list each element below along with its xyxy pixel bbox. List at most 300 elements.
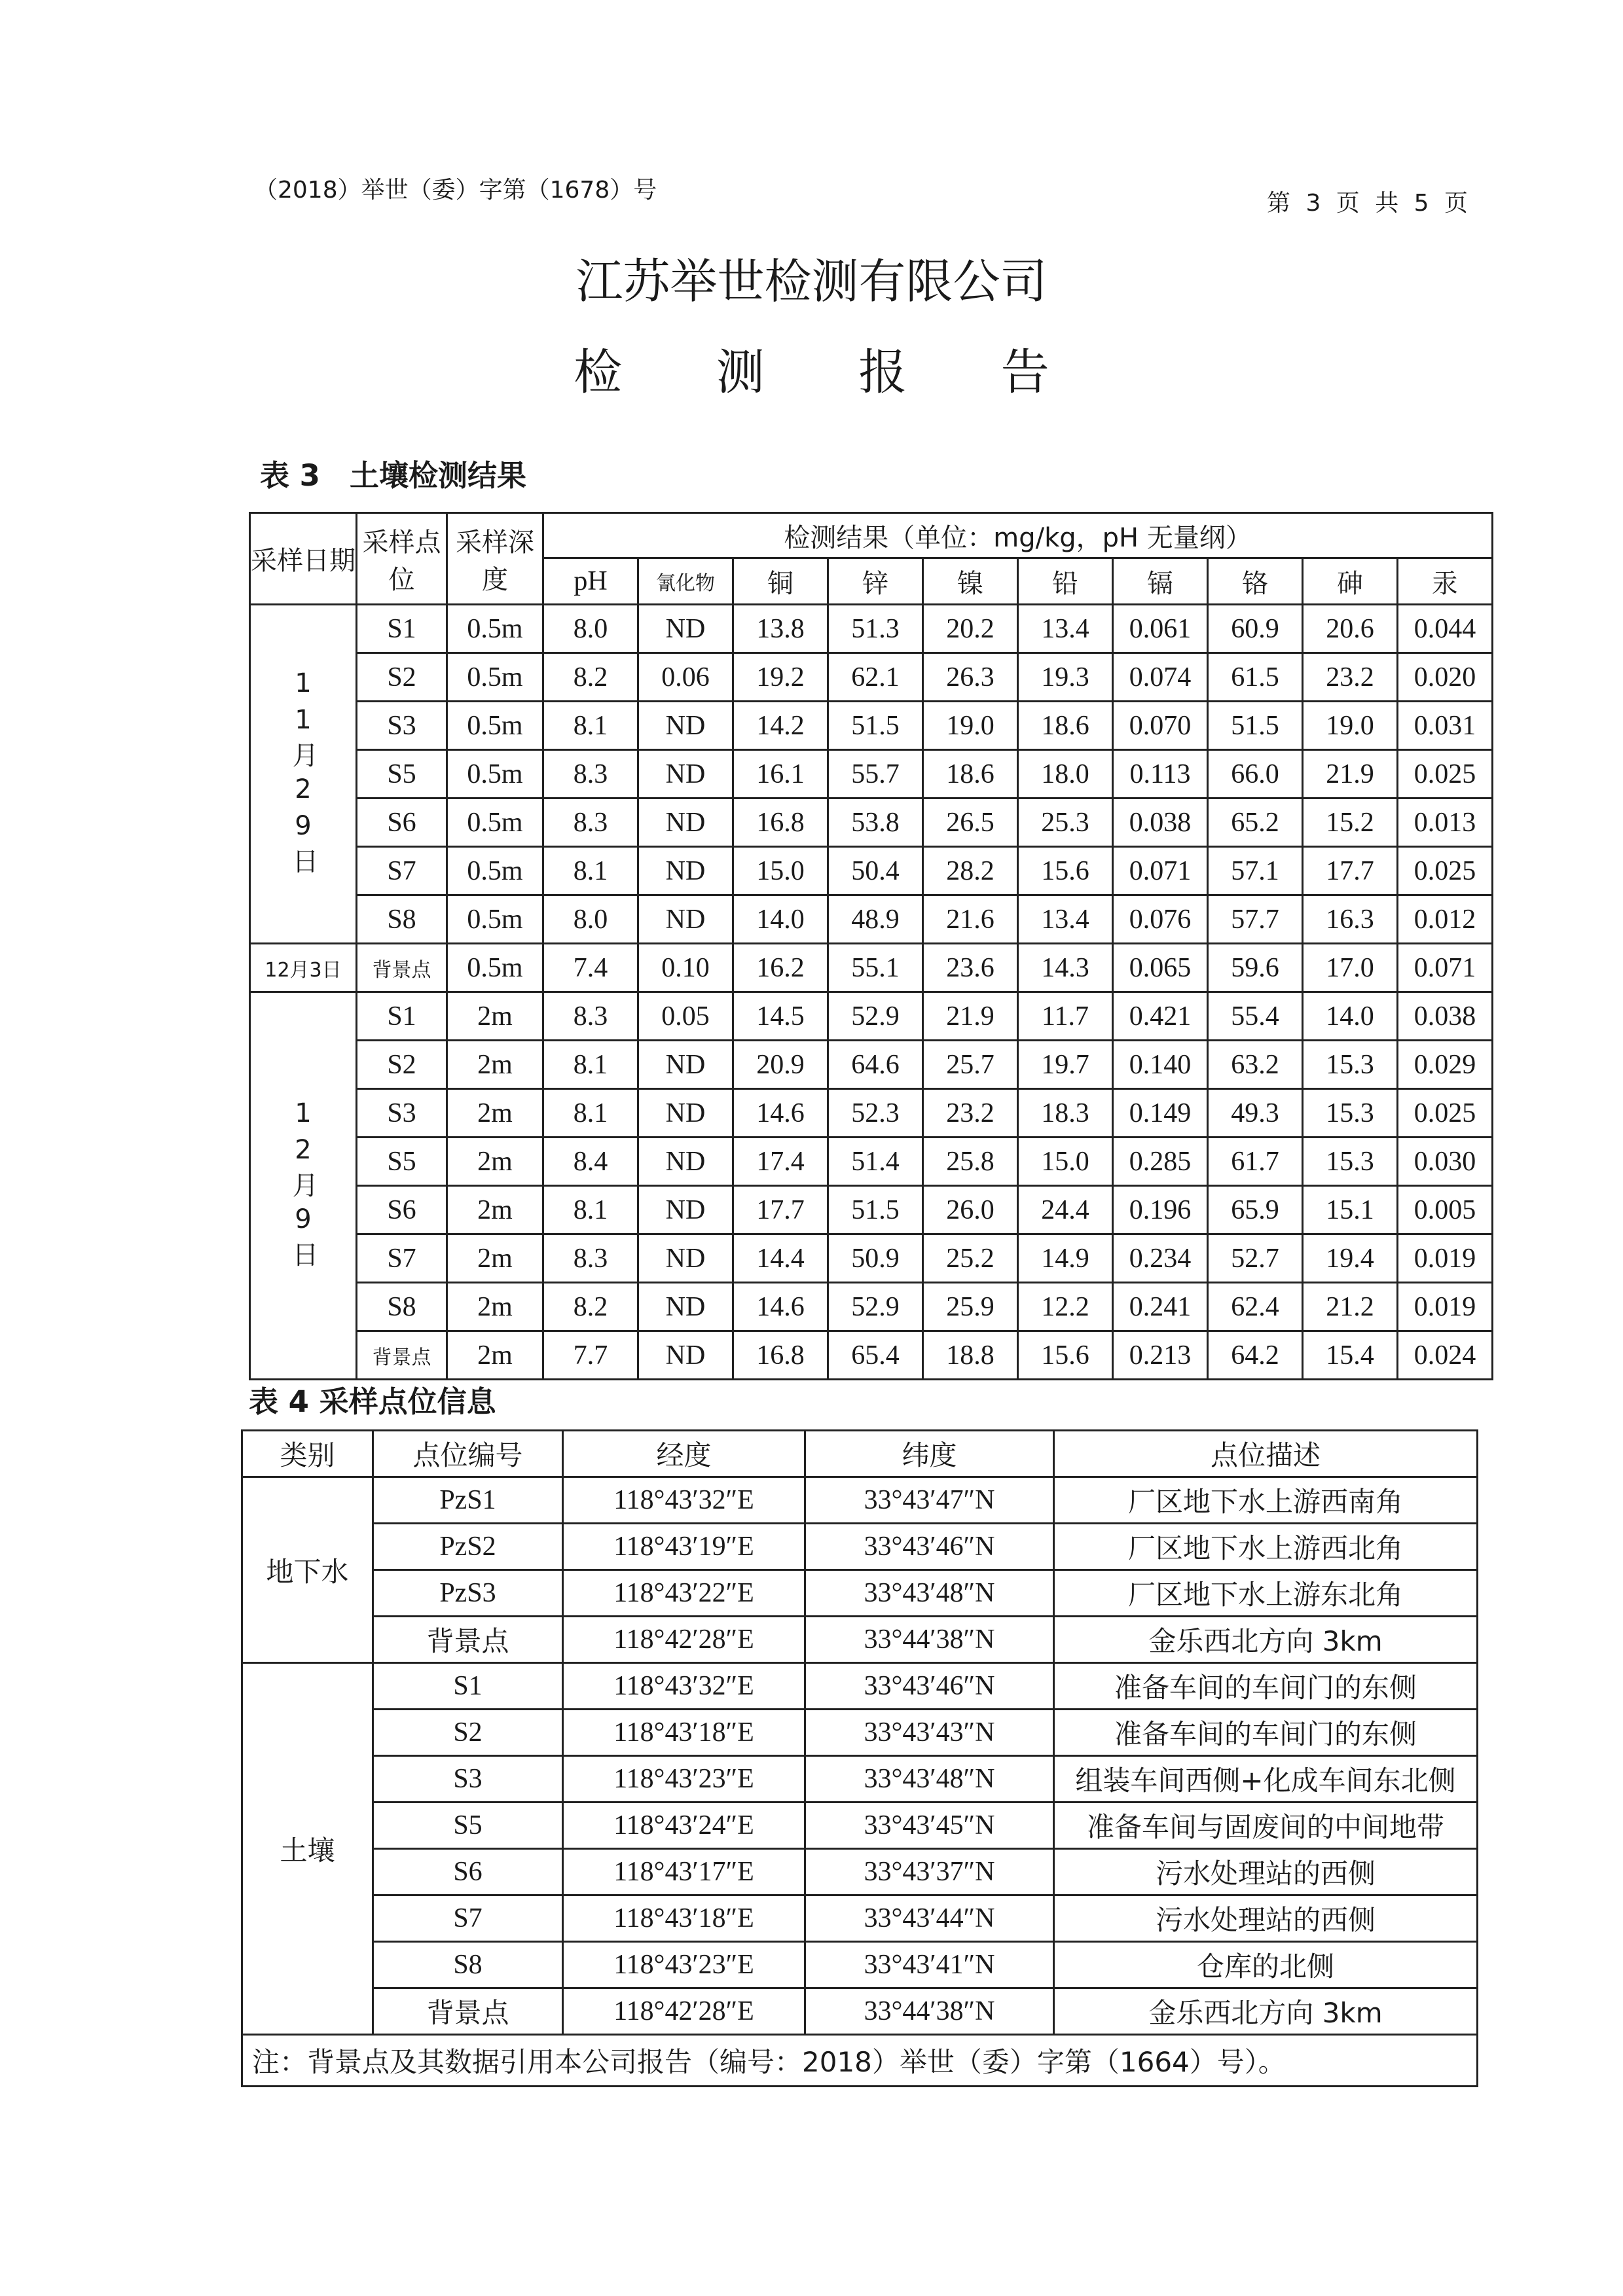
table-row	[242, 1524, 1478, 1570]
value-cell: 0.074	[1113, 653, 1208, 702]
table-row	[242, 1849, 1478, 1895]
table-note: 注：背景点及其数据引用本公司报告（编号：2018）举世（委）字第（1664）号）。	[242, 2035, 1478, 2087]
header-analyte: 汞	[1398, 558, 1493, 605]
sample-date-cell: 12月9日	[250, 992, 357, 1380]
page-indicator: 第 3 页 共 5 页	[1267, 190, 1472, 217]
value-cell: 52.9	[828, 1283, 923, 1331]
table3-caption: 表 3 土壤检测结果	[260, 458, 526, 493]
value-cell: 0.031	[1398, 702, 1493, 750]
value-cell: 0.140	[1113, 1041, 1208, 1089]
value-cell: 14.3	[1018, 944, 1113, 992]
value-cell: 0.061	[1113, 605, 1208, 653]
sample-date-cell: 11月29日	[250, 605, 357, 944]
table-header-row	[250, 513, 1493, 558]
value-cell: 19.3	[1018, 653, 1113, 702]
longitude-cell: 118°43′23″E	[563, 1756, 805, 1803]
latitude-cell: 33°43′43″N	[805, 1710, 1054, 1756]
column-header: 经度	[563, 1431, 805, 1477]
description-cell: 金乐西北方向 3km	[1054, 1988, 1478, 2035]
value-cell: 0.113	[1113, 750, 1208, 798]
value-cell: 19.0	[1303, 702, 1398, 750]
table-row	[250, 847, 1493, 895]
table-row	[250, 895, 1493, 944]
value-cell: 61.5	[1208, 653, 1303, 702]
value-cell: 15.4	[1303, 1331, 1398, 1380]
value-cell: 17.7	[733, 1186, 828, 1234]
value-cell: 19.0	[923, 702, 1018, 750]
value-cell: 13.8	[733, 605, 828, 653]
sample-point-cell: S8	[357, 1283, 447, 1331]
point-id-cell: 背景点	[373, 1988, 563, 2035]
table-row	[242, 1663, 1478, 1710]
value-cell: 8.3	[543, 1234, 638, 1283]
sample-point-cell: S5	[357, 1138, 447, 1186]
value-cell: 53.8	[828, 798, 923, 847]
header-analyte: 镉	[1113, 558, 1208, 605]
table-row	[242, 1988, 1478, 2035]
table4-caption: 表 4 采样点位信息	[249, 1384, 496, 1419]
value-cell: 8.3	[543, 992, 638, 1041]
table-row	[250, 653, 1493, 702]
latitude-cell: 33°44′38″N	[805, 1988, 1054, 2035]
value-cell: 8.0	[543, 895, 638, 944]
column-header: 点位描述	[1054, 1431, 1478, 1477]
value-cell: 8.3	[543, 750, 638, 798]
sampling-points-table	[241, 1429, 1478, 2087]
table-row	[242, 1477, 1478, 1524]
table-row	[250, 750, 1493, 798]
header-analyte: 锌	[828, 558, 923, 605]
value-cell: ND	[638, 1186, 733, 1234]
point-id-cell: S1	[373, 1663, 563, 1710]
latitude-cell: 33°43′48″N	[805, 1756, 1054, 1803]
value-cell: 7.7	[543, 1331, 638, 1380]
header-sample-depth: 采样深度	[447, 513, 543, 605]
value-cell: 0.285	[1113, 1138, 1208, 1186]
value-cell: ND	[638, 1138, 733, 1186]
value-cell: 52.3	[828, 1089, 923, 1138]
value-cell: 15.1	[1303, 1186, 1398, 1234]
value-cell: 19.7	[1018, 1041, 1113, 1089]
latitude-cell: 33°43′37″N	[805, 1849, 1054, 1895]
description-cell: 准备车间与固废间的中间地带	[1054, 1803, 1478, 1849]
value-cell: 13.4	[1018, 895, 1113, 944]
sample-point-cell: S7	[357, 1234, 447, 1283]
value-cell: 0.196	[1113, 1186, 1208, 1234]
latitude-cell: 33°43′48″N	[805, 1570, 1054, 1617]
value-cell: 21.2	[1303, 1283, 1398, 1331]
value-cell: 0.020	[1398, 653, 1493, 702]
table-row	[250, 1041, 1493, 1089]
latitude-cell: 33°43′46″N	[805, 1524, 1054, 1570]
value-cell: 26.0	[923, 1186, 1018, 1234]
value-cell: 0.019	[1398, 1283, 1493, 1331]
value-cell: 0.06	[638, 653, 733, 702]
value-cell: 55.7	[828, 750, 923, 798]
longitude-cell: 118°43′18″E	[563, 1710, 805, 1756]
value-cell: ND	[638, 1041, 733, 1089]
header-analyte: 镍	[923, 558, 1018, 605]
value-cell: 0.149	[1113, 1089, 1208, 1138]
value-cell: 55.4	[1208, 992, 1303, 1041]
table-row	[250, 992, 1493, 1041]
value-cell: 16.8	[733, 1331, 828, 1380]
value-cell: 0.234	[1113, 1234, 1208, 1283]
value-cell: 26.3	[923, 653, 1018, 702]
point-id-cell: S2	[373, 1710, 563, 1756]
value-cell: 0.065	[1113, 944, 1208, 992]
value-cell: 0.025	[1398, 1089, 1493, 1138]
value-cell: 11.7	[1018, 992, 1113, 1041]
value-cell: 66.0	[1208, 750, 1303, 798]
value-cell: 0.038	[1113, 798, 1208, 847]
depth-cell: 2m	[447, 1041, 543, 1089]
value-cell: 0.076	[1113, 895, 1208, 944]
description-cell: 仓库的北侧	[1054, 1942, 1478, 1988]
value-cell: 20.6	[1303, 605, 1398, 653]
description-cell: 厂区地下水上游西南角	[1054, 1477, 1478, 1524]
value-cell: 51.5	[828, 702, 923, 750]
value-cell: 16.2	[733, 944, 828, 992]
value-cell: 64.2	[1208, 1331, 1303, 1380]
value-cell: 21.9	[1303, 750, 1398, 798]
value-cell: 0.019	[1398, 1234, 1493, 1283]
latitude-cell: 33°43′44″N	[805, 1895, 1054, 1942]
value-cell: 26.5	[923, 798, 1018, 847]
value-cell: 14.0	[733, 895, 828, 944]
value-cell: ND	[638, 1331, 733, 1380]
value-cell: 15.6	[1018, 1331, 1113, 1380]
soil-results-table	[249, 512, 1493, 1380]
sample-point-cell: S8	[357, 895, 447, 944]
value-cell: 0.029	[1398, 1041, 1493, 1089]
value-cell: 24.4	[1018, 1186, 1113, 1234]
value-cell: ND	[638, 1089, 733, 1138]
description-cell: 污水处理站的西侧	[1054, 1895, 1478, 1942]
description-cell: 金乐西北方向 3km	[1054, 1617, 1478, 1663]
value-cell: 0.025	[1398, 750, 1493, 798]
header-analyte: 氰化物	[638, 558, 733, 605]
point-id-cell: PzS1	[373, 1477, 563, 1524]
value-cell: 8.3	[543, 798, 638, 847]
table-row	[250, 1234, 1493, 1283]
value-cell: 57.1	[1208, 847, 1303, 895]
table-row	[250, 1089, 1493, 1138]
table-row	[250, 1331, 1493, 1380]
sample-point-cell: S7	[357, 847, 447, 895]
value-cell: 23.2	[1303, 653, 1398, 702]
table-row	[250, 702, 1493, 750]
latitude-cell: 33°43′46″N	[805, 1663, 1054, 1710]
depth-cell: 0.5m	[447, 750, 543, 798]
latitude-cell: 33°43′47″N	[805, 1477, 1054, 1524]
value-cell: 65.9	[1208, 1186, 1303, 1234]
value-cell: 62.1	[828, 653, 923, 702]
value-cell: 8.1	[543, 1089, 638, 1138]
value-cell: 57.7	[1208, 895, 1303, 944]
value-cell: 0.012	[1398, 895, 1493, 944]
table-header-row	[242, 1431, 1478, 1477]
table-row	[250, 944, 1493, 992]
sample-point-cell: S2	[357, 1041, 447, 1089]
value-cell: ND	[638, 702, 733, 750]
value-cell: 51.5	[1208, 702, 1303, 750]
value-cell: 14.0	[1303, 992, 1398, 1041]
depth-cell: 2m	[447, 1234, 543, 1283]
value-cell: 0.013	[1398, 798, 1493, 847]
point-id-cell: PzS3	[373, 1570, 563, 1617]
document-number: （2018）举世（委）字第（1678）号	[254, 177, 657, 204]
depth-cell: 2m	[447, 1283, 543, 1331]
category-cell: 地下水	[242, 1477, 373, 1663]
sample-point-cell: S3	[357, 1089, 447, 1138]
value-cell: ND	[638, 895, 733, 944]
column-header: 类别	[242, 1431, 373, 1477]
value-cell: 28.2	[923, 847, 1018, 895]
value-cell: 8.4	[543, 1138, 638, 1186]
value-cell: ND	[638, 1283, 733, 1331]
sample-point-cell: 背景点	[357, 1331, 447, 1380]
depth-cell: 2m	[447, 1186, 543, 1234]
value-cell: 8.0	[543, 605, 638, 653]
table-row	[242, 1942, 1478, 1988]
value-cell: ND	[638, 847, 733, 895]
header-sample-date: 采样日期	[250, 513, 357, 605]
value-cell: 0.241	[1113, 1283, 1208, 1331]
value-cell: 21.6	[923, 895, 1018, 944]
value-cell: 15.0	[1018, 1138, 1113, 1186]
value-cell: 55.1	[828, 944, 923, 992]
category-cell: 土壤	[242, 1663, 373, 2035]
value-cell: 23.2	[923, 1089, 1018, 1138]
depth-cell: 0.5m	[447, 605, 543, 653]
longitude-cell: 118°42′28″E	[563, 1617, 805, 1663]
description-cell: 准备车间的车间门的东侧	[1054, 1663, 1478, 1710]
table-row	[250, 1283, 1493, 1331]
value-cell: 0.005	[1398, 1186, 1493, 1234]
note-row	[242, 2035, 1478, 2087]
value-cell: 17.4	[733, 1138, 828, 1186]
table-row	[242, 1617, 1478, 1663]
sample-point-cell: S1	[357, 605, 447, 653]
point-id-cell: S8	[373, 1942, 563, 1988]
table-row	[242, 1756, 1478, 1803]
sample-point-cell: S1	[357, 992, 447, 1041]
depth-cell: 2m	[447, 992, 543, 1041]
latitude-cell: 33°44′38″N	[805, 1617, 1054, 1663]
longitude-cell: 118°43′18″E	[563, 1895, 805, 1942]
depth-cell: 2m	[447, 1331, 543, 1380]
value-cell: 23.6	[923, 944, 1018, 992]
description-cell: 准备车间的车间门的东侧	[1054, 1710, 1478, 1756]
value-cell: 25.3	[1018, 798, 1113, 847]
sample-point-cell: S3	[357, 702, 447, 750]
value-cell: 25.2	[923, 1234, 1018, 1283]
value-cell: 65.4	[828, 1331, 923, 1380]
value-cell: 50.9	[828, 1234, 923, 1283]
header-analyte: pH	[543, 558, 638, 605]
sample-point-cell: S5	[357, 750, 447, 798]
value-cell: 25.7	[923, 1041, 1018, 1089]
description-cell: 污水处理站的西侧	[1054, 1849, 1478, 1895]
value-cell: ND	[638, 750, 733, 798]
column-header: 纬度	[805, 1431, 1054, 1477]
longitude-cell: 118°43′23″E	[563, 1942, 805, 1988]
header-sample-point: 采样点位	[357, 513, 447, 605]
sample-date-cell: 12月3日	[250, 944, 357, 992]
value-cell: 17.7	[1303, 847, 1398, 895]
depth-cell: 0.5m	[447, 895, 543, 944]
value-cell: 15.2	[1303, 798, 1398, 847]
value-cell: 8.1	[543, 847, 638, 895]
value-cell: 17.0	[1303, 944, 1398, 992]
value-cell: 15.3	[1303, 1041, 1398, 1089]
value-cell: 51.3	[828, 605, 923, 653]
value-cell: ND	[638, 605, 733, 653]
value-cell: 0.421	[1113, 992, 1208, 1041]
value-cell: 65.2	[1208, 798, 1303, 847]
value-cell: 51.5	[828, 1186, 923, 1234]
header-analyte: 铅	[1018, 558, 1113, 605]
value-cell: 25.8	[923, 1138, 1018, 1186]
value-cell: 14.6	[733, 1283, 828, 1331]
value-cell: 18.3	[1018, 1089, 1113, 1138]
table-row	[250, 798, 1493, 847]
value-cell: 50.4	[828, 847, 923, 895]
value-cell: 18.6	[923, 750, 1018, 798]
header-analyte: 铜	[733, 558, 828, 605]
depth-cell: 2m	[447, 1089, 543, 1138]
value-cell: 14.4	[733, 1234, 828, 1283]
header-results: 检测结果（单位：mg/kg，pH 无量纲）	[543, 513, 1493, 558]
table-row	[242, 1710, 1478, 1756]
value-cell: 15.3	[1303, 1138, 1398, 1186]
value-cell: 51.4	[828, 1138, 923, 1186]
longitude-cell: 118°43′24″E	[563, 1803, 805, 1849]
value-cell: ND	[638, 1234, 733, 1283]
value-cell: 52.9	[828, 992, 923, 1041]
value-cell: 15.3	[1303, 1089, 1398, 1138]
point-id-cell: 背景点	[373, 1617, 563, 1663]
value-cell: 0.213	[1113, 1331, 1208, 1380]
latitude-cell: 33°43′41″N	[805, 1942, 1054, 1988]
value-cell: 0.071	[1398, 944, 1493, 992]
longitude-cell: 118°43′22″E	[563, 1570, 805, 1617]
value-cell: 18.0	[1018, 750, 1113, 798]
description-cell: 厂区地下水上游东北角	[1054, 1570, 1478, 1617]
value-cell: 62.4	[1208, 1283, 1303, 1331]
description-cell: 厂区地下水上游西北角	[1054, 1524, 1478, 1570]
value-cell: 63.2	[1208, 1041, 1303, 1089]
value-cell: 14.9	[1018, 1234, 1113, 1283]
point-id-cell: S7	[373, 1895, 563, 1942]
description-cell: 组装车间西侧+化成车间东北侧	[1054, 1756, 1478, 1803]
value-cell: 21.9	[923, 992, 1018, 1041]
depth-cell: 0.5m	[447, 847, 543, 895]
value-cell: 14.5	[733, 992, 828, 1041]
company-name: 江苏举世检测有限公司	[575, 254, 1048, 309]
sample-point-cell: S6	[357, 1186, 447, 1234]
sample-point-cell: 背景点	[357, 944, 447, 992]
longitude-cell: 118°43′32″E	[563, 1663, 805, 1710]
longitude-cell: 118°43′17″E	[563, 1849, 805, 1895]
value-cell: 14.6	[733, 1089, 828, 1138]
longitude-cell: 118°43′19″E	[563, 1524, 805, 1570]
value-cell: 0.071	[1113, 847, 1208, 895]
value-cell: 19.2	[733, 653, 828, 702]
value-cell: 0.05	[638, 992, 733, 1041]
value-cell: 0.030	[1398, 1138, 1493, 1186]
value-cell: 60.9	[1208, 605, 1303, 653]
point-id-cell: PzS2	[373, 1524, 563, 1570]
depth-cell: 0.5m	[447, 702, 543, 750]
value-cell: 8.1	[543, 1186, 638, 1234]
table-row	[242, 1570, 1478, 1617]
value-cell: 0.070	[1113, 702, 1208, 750]
table-row	[250, 605, 1493, 653]
value-cell: 0.025	[1398, 847, 1493, 895]
value-cell: 19.4	[1303, 1234, 1398, 1283]
value-cell: 13.4	[1018, 605, 1113, 653]
value-cell: 49.3	[1208, 1089, 1303, 1138]
value-cell: 48.9	[828, 895, 923, 944]
point-id-cell: S3	[373, 1756, 563, 1803]
value-cell: 18.8	[923, 1331, 1018, 1380]
value-cell: ND	[638, 798, 733, 847]
value-cell: 14.2	[733, 702, 828, 750]
value-cell: 8.1	[543, 1041, 638, 1089]
table-row	[250, 1138, 1493, 1186]
value-cell: 16.8	[733, 798, 828, 847]
depth-cell: 2m	[447, 1138, 543, 1186]
value-cell: 8.2	[543, 1283, 638, 1331]
value-cell: 0.044	[1398, 605, 1493, 653]
value-cell: 18.6	[1018, 702, 1113, 750]
table-row	[242, 1895, 1478, 1942]
report-title: 检 测 报 告	[574, 344, 1089, 401]
sample-point-cell: S2	[357, 653, 447, 702]
value-cell: 16.1	[733, 750, 828, 798]
depth-cell: 0.5m	[447, 798, 543, 847]
value-cell: 8.1	[543, 702, 638, 750]
column-header: 点位编号	[373, 1431, 563, 1477]
header-analyte: 铬	[1208, 558, 1303, 605]
latitude-cell: 33°43′45″N	[805, 1803, 1054, 1849]
value-cell: 64.6	[828, 1041, 923, 1089]
longitude-cell: 118°42′28″E	[563, 1988, 805, 2035]
value-cell: 59.6	[1208, 944, 1303, 992]
value-cell: 20.2	[923, 605, 1018, 653]
value-cell: 16.3	[1303, 895, 1398, 944]
point-id-cell: S5	[373, 1803, 563, 1849]
table-row	[250, 1186, 1493, 1234]
value-cell: 0.024	[1398, 1331, 1493, 1380]
value-cell: 0.038	[1398, 992, 1493, 1041]
table-row	[242, 1803, 1478, 1849]
longitude-cell: 118°43′32″E	[563, 1477, 805, 1524]
point-id-cell: S6	[373, 1849, 563, 1895]
value-cell: 12.2	[1018, 1283, 1113, 1331]
depth-cell: 0.5m	[447, 944, 543, 992]
value-cell: 15.6	[1018, 847, 1113, 895]
header-analyte: 砷	[1303, 558, 1398, 605]
value-cell: 20.9	[733, 1041, 828, 1089]
value-cell: 25.9	[923, 1283, 1018, 1331]
value-cell: 7.4	[543, 944, 638, 992]
value-cell: 61.7	[1208, 1138, 1303, 1186]
value-cell: 0.10	[638, 944, 733, 992]
value-cell: 52.7	[1208, 1234, 1303, 1283]
